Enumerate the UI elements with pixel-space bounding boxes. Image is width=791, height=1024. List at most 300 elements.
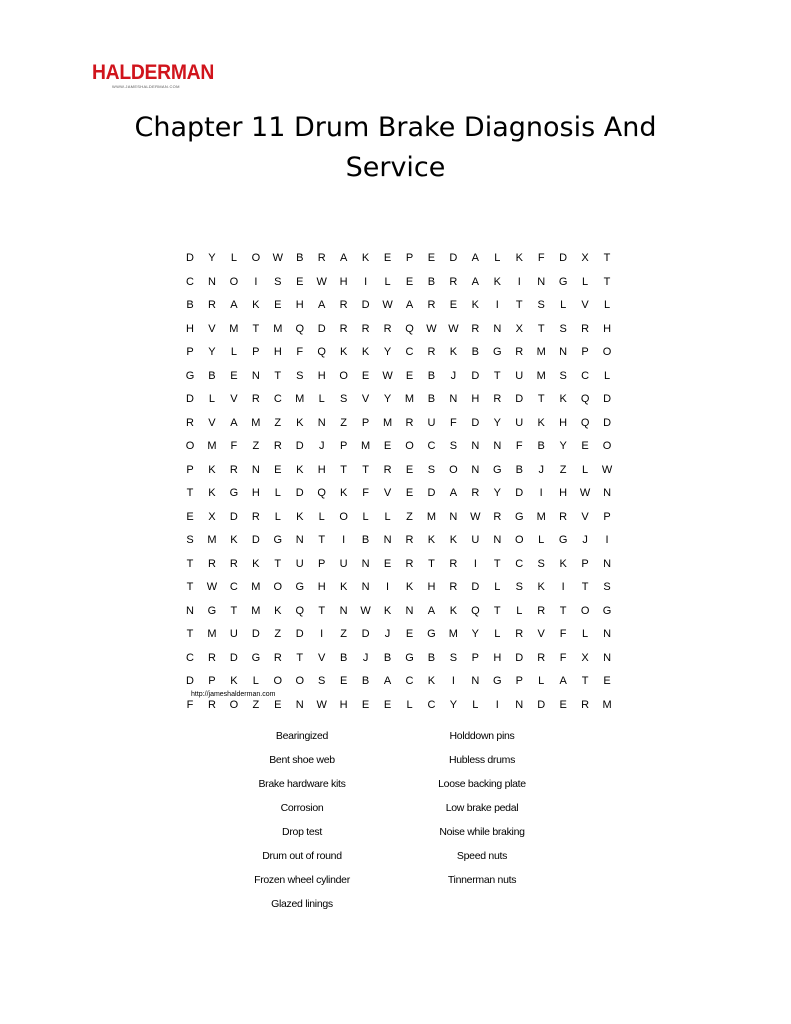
grid-letter: N — [361, 581, 370, 593]
grid-letter: W — [579, 487, 591, 499]
word-list-item: Brake hardware kits — [258, 778, 346, 790]
grid-letter: N — [493, 440, 502, 452]
grid-letter: V — [361, 393, 370, 405]
grid-letter: R — [229, 557, 238, 570]
grid-letter: K — [252, 557, 260, 570]
word-list-item: Glazed linings — [271, 898, 333, 910]
grid-letter: E — [274, 463, 282, 476]
grid-letter: G — [558, 534, 568, 546]
grid-letter: K — [230, 534, 238, 546]
grid-letter: K — [471, 299, 480, 311]
grid-letter: Y — [493, 487, 501, 499]
grid-letter: N — [559, 346, 568, 358]
grid-letter: N — [317, 416, 326, 429]
grid-letter: A — [339, 252, 348, 264]
grid-letter: K — [296, 510, 304, 523]
grid-letter: P — [581, 346, 589, 358]
grid-letter: D — [295, 628, 304, 640]
grid-letter: D — [471, 581, 480, 593]
grid-letter: Y — [208, 252, 216, 264]
word-list-item: Holddown pins — [449, 730, 515, 742]
grid-letter: Q — [295, 322, 305, 335]
grid-letter: T — [537, 393, 545, 405]
word-list-item: Frozen wheel cylinder — [254, 874, 350, 886]
grid-letter: L — [230, 252, 237, 264]
word-list-item: Drum out of round — [262, 850, 342, 862]
grid-letter: K — [559, 393, 567, 405]
grid-letter: K — [537, 581, 545, 593]
grid-letter: K — [208, 487, 216, 499]
grid-letter: I — [473, 557, 477, 570]
grid-letter: N — [295, 534, 304, 546]
grid-letter: K — [208, 463, 216, 476]
grid-letter: Z — [252, 698, 260, 711]
source-url: http://jameshalderman.com — [191, 691, 276, 698]
grid-letter: R — [273, 651, 282, 664]
grid-letter: Y — [471, 628, 480, 640]
grid-letter: W — [426, 322, 437, 335]
grid-letter: Q — [580, 416, 590, 429]
grid-letter: P — [318, 557, 326, 570]
grid-letter: O — [185, 440, 195, 452]
grid-letter: K — [493, 275, 501, 288]
grid-letter: T — [186, 487, 194, 499]
grid-letter: T — [537, 322, 545, 335]
grid-letter: N — [603, 557, 612, 570]
grid-letter: P — [208, 675, 216, 687]
grid-letter: A — [471, 252, 480, 264]
grid-letter: E — [274, 698, 282, 711]
grid-letter: S — [186, 534, 194, 546]
grid-letter: E — [296, 275, 304, 288]
grid-letter: T — [318, 604, 326, 617]
grid-letter: S — [318, 675, 326, 687]
grid-letter: I — [517, 275, 521, 288]
grid-letter: O — [580, 604, 590, 617]
grid-letter: K — [449, 534, 458, 546]
grid-letter: D — [317, 322, 326, 335]
grid-letter: D — [361, 628, 370, 640]
grid-letter: N — [383, 534, 392, 546]
grid-letter: R — [537, 604, 546, 617]
grid-letter: H — [559, 416, 568, 429]
grid-letter: I — [539, 487, 543, 499]
grid-letter: D — [515, 487, 524, 499]
grid-letter: Z — [340, 416, 347, 429]
grid-letter: J — [362, 651, 369, 664]
grid-letter: G — [493, 346, 502, 358]
word-list-item: Bent shoe web — [269, 754, 335, 766]
grid-letter: Y — [383, 393, 392, 405]
grid-letter: R — [449, 275, 458, 288]
grid-letter: W — [360, 604, 371, 617]
grid-letter: C — [405, 675, 414, 687]
grid-letter: M — [251, 416, 261, 429]
grid-letter: H — [339, 698, 348, 711]
grid-letter: L — [603, 369, 611, 382]
grid-letter: T — [493, 369, 501, 382]
grid-letter: C — [273, 393, 282, 405]
grid-letter: K — [361, 346, 370, 358]
grid-letter: U — [427, 416, 436, 429]
grid-letter: E — [405, 463, 414, 476]
grid-letter: P — [603, 510, 611, 523]
grid-letter: L — [538, 534, 545, 546]
grid-letter: Y — [493, 416, 501, 429]
grid-letter: Z — [252, 440, 260, 452]
grid-letter: O — [251, 252, 261, 264]
grid-letter: S — [537, 557, 545, 570]
grid-letter: E — [405, 369, 414, 382]
grid-letter: H — [559, 487, 568, 499]
grid-letter: O — [602, 346, 612, 358]
grid-letter: K — [515, 252, 523, 264]
grid-letter: R — [427, 299, 436, 311]
grid-letter: N — [603, 628, 612, 640]
grid-letter: P — [186, 346, 194, 358]
grid-letter: P — [339, 440, 348, 452]
grid-letter: Q — [580, 393, 590, 405]
grid-letter: R — [471, 322, 480, 335]
grid-letter: R — [207, 651, 216, 664]
grid-letter: I — [605, 534, 609, 546]
grid-letter: H — [251, 487, 260, 499]
grid-letter: W — [448, 322, 459, 335]
grid-letter: E — [274, 299, 282, 311]
grid-letter: L — [208, 393, 215, 405]
grid-letter: E — [603, 675, 611, 687]
grid-letter: V — [230, 393, 238, 405]
grid-letter: D — [186, 675, 194, 687]
grid-letter: M — [229, 322, 239, 335]
grid-letter: D — [471, 416, 480, 429]
grid-letter: O — [339, 510, 348, 523]
grid-letter: R — [339, 299, 348, 311]
grid-letter: Z — [274, 416, 282, 429]
grid-letter: C — [515, 557, 524, 570]
grid-letter: G — [514, 510, 524, 523]
grid-letter: D — [251, 628, 260, 640]
grid-letter: M — [426, 510, 437, 523]
grid-letter: D — [427, 487, 436, 499]
grid-letter: W — [382, 369, 393, 382]
grid-letter: Q — [317, 487, 326, 499]
grid-letter: F — [450, 416, 457, 429]
grid-letter: S — [559, 369, 567, 382]
grid-letter: D — [515, 393, 524, 405]
grid-letter: Z — [340, 628, 347, 640]
grid-letter: R — [405, 416, 414, 429]
grid-letter: G — [558, 275, 568, 288]
grid-letter: O — [449, 463, 458, 476]
grid-letter: C — [427, 440, 436, 452]
grid-letter: D — [515, 651, 524, 664]
page-title — [0, 108, 791, 188]
grid-letter: I — [364, 275, 368, 288]
grid-letter: N — [207, 275, 216, 288]
grid-letter: K — [361, 252, 370, 264]
grid-letter: A — [318, 299, 326, 311]
grid-letter: N — [471, 463, 480, 476]
grid-letter: E — [186, 510, 194, 523]
grid-letter: L — [582, 275, 589, 288]
grid-letter: L — [472, 698, 479, 711]
grid-letter: D — [186, 252, 194, 264]
grid-letter: P — [581, 557, 589, 570]
grid-letter: O — [229, 698, 239, 711]
grid-letter: K — [405, 581, 414, 593]
grid-letter: R — [427, 346, 436, 358]
logo-subtext: WWW.JAMESHALDERMAN.COM — [112, 84, 180, 89]
grid-letter: L — [230, 346, 237, 358]
grid-letter: K — [559, 557, 567, 570]
grid-letter: L — [274, 487, 281, 499]
grid-letter: E — [383, 557, 392, 570]
grid-letter: F — [186, 698, 194, 711]
grid-letter: K — [427, 675, 436, 687]
grid-letter: D — [229, 510, 238, 523]
grid-letter: L — [362, 510, 369, 523]
grid-letter: L — [538, 675, 545, 687]
grid-letter: I — [495, 698, 499, 711]
grid-letter: C — [186, 275, 194, 288]
grid-letter: E — [383, 252, 392, 264]
grid-letter: H — [493, 651, 502, 664]
grid-letter: N — [603, 651, 612, 664]
grid-letter: L — [494, 252, 501, 264]
grid-letter: L — [252, 675, 259, 687]
grid-letter: M — [536, 346, 546, 358]
grid-letter: R — [493, 510, 502, 523]
grid-letter: H — [427, 581, 436, 593]
grid-letter: L — [603, 299, 611, 311]
grid-letter: K — [537, 416, 545, 429]
grid-letter: A — [471, 275, 480, 288]
grid-letter: S — [603, 581, 611, 593]
grid-letter: Y — [449, 698, 458, 711]
grid-letter: R — [449, 557, 458, 570]
grid-letter: R — [207, 698, 216, 711]
grid-letter: H — [339, 275, 348, 288]
grid-letter: N — [186, 604, 194, 617]
grid-letter: B — [296, 252, 304, 264]
grid-letter: B — [427, 275, 436, 288]
grid-letter: I — [451, 675, 455, 687]
grid-letter: I — [386, 581, 390, 593]
grid-letter: O — [514, 534, 524, 546]
grid-letter: A — [383, 675, 392, 687]
grid-letter: T — [296, 651, 304, 664]
grid-letter: D — [559, 252, 568, 264]
grid-letter: A — [230, 416, 238, 429]
grid-letter: K — [230, 675, 238, 687]
grid-letter: E — [405, 275, 414, 288]
word-list-item: Drop test — [282, 826, 322, 838]
grid-letter: B — [361, 675, 370, 687]
grid-letter: M — [361, 440, 371, 452]
grid-letter: L — [494, 628, 501, 640]
grid-letter: H — [317, 369, 326, 382]
grid-letter: K — [296, 463, 304, 476]
grid-letter: B — [383, 651, 392, 664]
grid-letter: N — [471, 675, 480, 687]
grid-letter: L — [406, 698, 413, 711]
grid-letter: E — [339, 675, 348, 687]
grid-letter: L — [274, 510, 281, 523]
grid-letter: S — [515, 581, 523, 593]
grid-letter: R — [207, 557, 216, 570]
grid-letter: W — [206, 581, 218, 593]
grid-letter: C — [427, 698, 436, 711]
grid-letter: T — [318, 534, 326, 546]
grid-letter: V — [208, 322, 216, 335]
grid-letter: T — [186, 628, 194, 640]
grid-letter: H — [273, 346, 282, 358]
grid-letter: N — [537, 275, 546, 288]
grid-letter: C — [581, 369, 590, 382]
grid-letter: B — [208, 369, 216, 382]
grid-letter: I — [320, 628, 324, 640]
grid-letter: R — [383, 322, 392, 335]
grid-letter: R — [405, 534, 414, 546]
grid-letter: V — [208, 416, 216, 429]
grid-letter: E — [361, 369, 370, 382]
grid-letter: O — [339, 369, 348, 382]
grid-letter: X — [515, 322, 523, 335]
grid-letter: K — [427, 534, 436, 546]
grid-letter: W — [272, 252, 283, 264]
grid-letter: E — [405, 487, 414, 499]
grid-letter: G — [273, 534, 283, 546]
grid-letter: E — [427, 252, 436, 264]
grid-letter: G — [427, 628, 436, 640]
grid-letter: M — [382, 416, 393, 429]
grid-letter: G — [405, 651, 414, 664]
title-line-1: Chapter 11 Drum Brake Diagnosis And — [134, 112, 657, 143]
grid-letter: L — [582, 628, 589, 640]
grid-letter: T — [340, 463, 347, 476]
grid-letter: W — [382, 299, 393, 311]
word-list-column-2 — [362, 729, 602, 897]
grid-letter: M — [536, 369, 546, 382]
grid-letter: D — [186, 393, 194, 405]
word-list-item: Loose backing plate — [438, 778, 526, 790]
grid-letter: G — [251, 651, 261, 664]
grid-letter: M — [207, 534, 217, 546]
grid-letter: W — [601, 463, 613, 476]
grid-letter: S — [296, 369, 304, 382]
grid-letter: M — [273, 322, 283, 335]
grid-letter: X — [581, 651, 589, 664]
grid-letter: X — [581, 252, 589, 264]
grid-letter: Y — [559, 440, 567, 452]
grid-letter: F — [559, 651, 567, 664]
grid-letter: P — [361, 416, 370, 429]
grid-letter: T — [581, 581, 589, 593]
grid-letter: M — [251, 604, 261, 617]
grid-letter: O — [273, 581, 283, 593]
grid-letter: R — [186, 416, 194, 429]
grid-letter: Z — [274, 628, 282, 640]
grid-letter: B — [515, 463, 523, 476]
grid-letter: I — [495, 299, 499, 311]
grid-letter: W — [316, 275, 327, 288]
grid-letter: R — [339, 322, 348, 335]
grid-letter: H — [186, 322, 194, 335]
grid-letter: U — [295, 557, 304, 570]
grid-letter: X — [208, 510, 216, 523]
grid-letter: R — [383, 463, 392, 476]
grid-letter: I — [561, 581, 565, 593]
grid-letter: O — [602, 440, 612, 452]
grid-letter: B — [361, 534, 370, 546]
grid-letter: N — [295, 698, 304, 711]
grid-letter: T — [559, 604, 567, 617]
grid-letter: A — [230, 299, 238, 311]
grid-letter: B — [427, 651, 436, 664]
grid-letter: G — [493, 463, 502, 476]
grid-letter: K — [339, 487, 348, 499]
grid-letter: D — [295, 440, 304, 452]
grid-letter: E — [383, 440, 392, 452]
grid-letter: G — [493, 675, 502, 687]
grid-letter: P — [252, 346, 260, 358]
grid-letter: J — [318, 440, 325, 452]
word-list-item: Low brake pedal — [445, 802, 519, 814]
grid-letter: A — [405, 299, 414, 311]
grid-letter: L — [560, 299, 567, 311]
grid-letter: E — [559, 698, 567, 711]
grid-letter: M — [295, 393, 305, 405]
grid-letter: D — [603, 416, 612, 429]
grid-letter: K — [339, 346, 348, 358]
grid-letter: M — [207, 628, 217, 640]
grid-letter: M — [207, 440, 217, 452]
grid-letter: N — [251, 369, 260, 382]
grid-letter: A — [559, 675, 567, 687]
grid-letter: L — [494, 581, 501, 593]
word-list-item: Speed nuts — [456, 850, 508, 862]
grid-letter: R — [581, 698, 590, 711]
grid-letter: R — [471, 487, 480, 499]
grid-letter: V — [581, 299, 589, 311]
grid-letter: A — [427, 604, 436, 617]
grid-letter: B — [186, 299, 194, 311]
grid-letter: L — [318, 393, 325, 405]
grid-letter: D — [537, 698, 546, 711]
grid-letter: E — [449, 299, 458, 311]
grid-letter: H — [471, 393, 480, 405]
grid-letter: V — [537, 628, 545, 640]
grid-letter: L — [516, 604, 523, 617]
grid-letter: N — [493, 534, 502, 546]
grid-letter: A — [449, 487, 458, 499]
grid-letter: V — [318, 651, 326, 664]
grid-letter: M — [448, 628, 458, 640]
grid-letter: H — [317, 463, 326, 476]
grid-letter: Y — [383, 346, 392, 358]
grid-letter: J — [582, 534, 588, 546]
grid-letter: R — [251, 510, 260, 523]
word-list-item: Hubless drums — [448, 754, 516, 766]
word-list-item: Noise while braking — [439, 826, 525, 838]
grid-letter: T — [603, 252, 611, 264]
grid-letter: T — [581, 675, 589, 687]
grid-letter: T — [515, 299, 523, 311]
grid-letter: O — [295, 675, 305, 687]
grid-letter: S — [537, 299, 545, 311]
grid-letter: R — [273, 440, 282, 452]
